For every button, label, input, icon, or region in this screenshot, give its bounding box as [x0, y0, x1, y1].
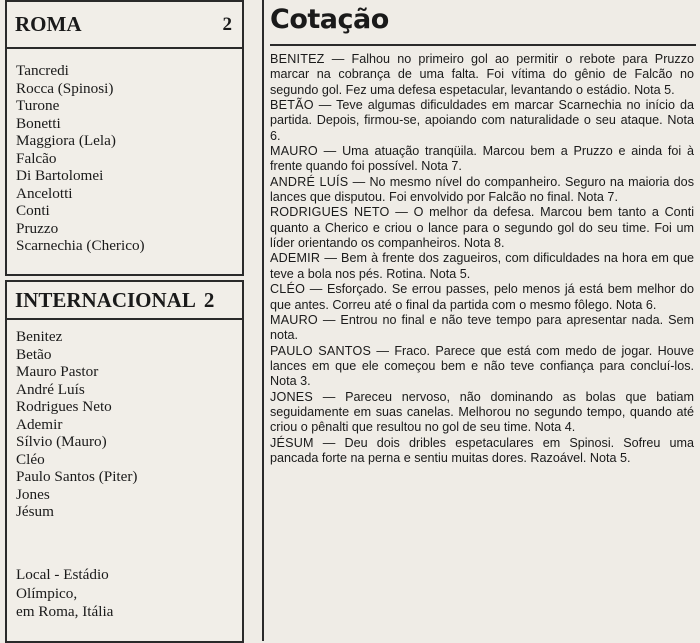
rating-entry: [270, 436, 694, 467]
rating-player-name: JONES: [270, 389, 313, 404]
ratings-title: Cotação: [270, 4, 389, 35]
player-item: Ademir: [16, 415, 63, 433]
rating-player-name: JÉSUM: [270, 435, 314, 450]
player-item: Maggiora (Lela): [16, 132, 116, 149]
player-item: André Luís: [16, 380, 85, 398]
rating-entry: [270, 98, 694, 144]
rating-text: — Entrou no final e não teve tempo para apresentar nada. Sem nota.: [270, 312, 694, 343]
rating-player-name: BENITEZ: [270, 52, 325, 66]
roma-header: [7, 2, 242, 49]
player-item: Bonetti: [16, 114, 61, 132]
rating-entry: [270, 52, 694, 98]
location-line: em Roma, Itália: [16, 603, 114, 620]
rating-entry: [270, 205, 694, 251]
roma-score: 2: [222, 13, 232, 35]
ratings-column: [270, 0, 696, 641]
player-item: Ancelotti: [16, 184, 73, 202]
location-line: Local - Estádio: [16, 566, 109, 583]
player-item: Jésum: [16, 503, 54, 520]
player-item: Jones: [16, 485, 50, 503]
player-item: Rodrigues Neto: [16, 398, 112, 415]
player-item: Conti: [16, 202, 50, 219]
rating-player-name: MAURO: [270, 312, 318, 327]
rating-player-name: BETÃO: [270, 98, 314, 113]
location-box: [5, 550, 244, 643]
player-item: Di Bartolomei: [16, 167, 104, 184]
column-divider: [262, 0, 264, 641]
roma-lineup-box: [5, 0, 244, 276]
rating-entry: [270, 390, 694, 436]
rating-text: — Uma atuação tranqüila. Marcou bem a Pruzzo e ainda foi à frente quando foi possível. Nota 7.: [270, 144, 694, 174]
location-line: Olímpico,: [16, 584, 78, 602]
rating-text: — Teve algumas dificuldades em marcar Scarnechia no início da partida. Depois, firmou-se, apoiando com naturalidade o seu ataque. Nota 6.: [270, 98, 694, 143]
rating-player-name: MAURO: [270, 144, 318, 159]
player-item: Turone: [16, 97, 60, 114]
ratings-list: [270, 52, 694, 466]
player-item: Tancredi: [16, 62, 69, 79]
player-item: Rocca (Spinosi): [16, 79, 114, 97]
internacional-lineup-box: [5, 280, 244, 554]
roma-player-list: [16, 62, 145, 255]
internacional-team-name: INTERNACIONAL: [15, 287, 196, 312]
rating-text: — O melhor da defesa. Marcou bem tanto a Conti quanto a Cherico e criou o lance para o segundo gol do seu time. Foi um líder orientando os companheiros. Nota 8.: [270, 205, 694, 251]
player-item: Pruzzo: [16, 219, 59, 237]
internacional-header: [7, 282, 242, 320]
rating-entry: [270, 344, 694, 390]
rating-entry: [270, 144, 694, 175]
player-item: Cléo: [16, 450, 45, 468]
internacional-score: 2: [203, 287, 215, 312]
rating-player-name: RODRIGUES NETO: [270, 205, 390, 220]
player-item: Sílvio (Mauro): [16, 433, 107, 450]
location-text: [16, 566, 113, 622]
rating-text: — Esforçado. Se errou passes, pelo menos já está bem melhor do que antes. Correu até o final da partida com o mesmo fôlego. Nota 6.: [270, 282, 694, 312]
player-item: Benitez: [16, 328, 63, 345]
rating-text: — Bem à frente dos zagueiros, com dificuldades na hora em que teve a bola nos pés. Rotina. Nota 5.: [270, 251, 694, 281]
internacional-player-list: [16, 328, 138, 521]
roma-team-name: ROMA: [15, 12, 82, 36]
rating-player-name: ANDRÉ LUÍS: [270, 174, 349, 189]
lineups-column: [5, 0, 242, 641]
rating-entry: [270, 175, 694, 206]
player-item: Paulo Santos (Piter): [16, 468, 138, 485]
rating-text: — Fraco. Parece que está com medo de jogar. Houve lances em que ele começou bem e não teve confiança para concluí-los. Nota 3.: [270, 343, 694, 389]
rating-text: — Falhou no primeiro gol ao permitir o rebote para Pruzzo marcar na cobrança de uma falta. Foi vítima do gênio de Falcão no segundo gol. Fez uma defesa espetacular, levantando o estádio. Nota 5.: [270, 52, 694, 97]
rating-player-name: CLÉO: [270, 282, 306, 297]
rating-entry: [270, 282, 694, 313]
rating-text: — Pareceu nervoso, não dominando as bolas que batiam seguidamente em suas canelas. Melhorou no segundo tempo, quando até criou o pênalti que resultou no gol de seu time. Nota 4.: [270, 389, 694, 435]
rating-text: — Deu dois dribles espetaculares em Spinosi. Sofreu uma pancada forte na perna e sentiu muitas dores. Razoável. Nota 5.: [270, 435, 694, 465]
player-item: Scarnechia (Cherico): [16, 237, 145, 254]
title-rule: [270, 44, 696, 46]
rating-player-name: ADEMIR: [270, 251, 321, 266]
player-item: Falcão: [16, 149, 57, 167]
rating-entry: [270, 251, 694, 282]
player-item: Betão: [16, 345, 52, 363]
rating-player-name: PAULO SANTOS: [270, 343, 372, 358]
rating-text: — No mesmo nível do companheiro. Seguro na maioria dos lances que disputou. Foi envolvido por Falcão no final. Nota 7.: [270, 174, 694, 205]
player-item: Mauro Pastor: [16, 363, 99, 380]
rating-entry: [270, 313, 694, 344]
